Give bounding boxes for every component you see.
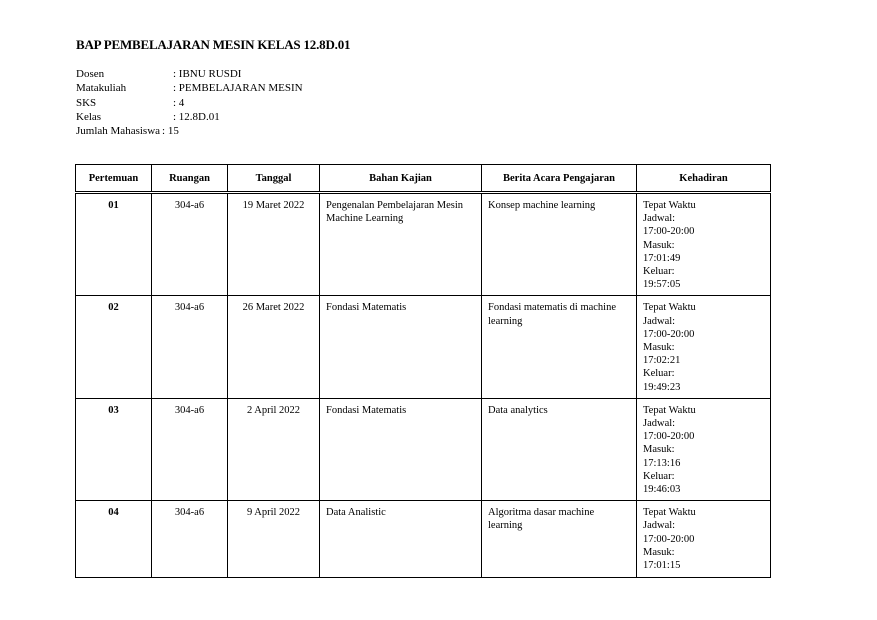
bahan-kajian-value: Data Analistic (326, 507, 386, 519)
keluar-value: 19:49:23 (643, 381, 681, 393)
cell-ruangan (152, 501, 228, 578)
cell-tanggal (228, 193, 320, 296)
pertemuan-value: 02 (108, 302, 119, 314)
bahan-kajian-value: Fondasi Matematis (326, 302, 407, 314)
kehadiran-status: Tepat Waktu (643, 404, 696, 416)
cell-tanggal (228, 398, 320, 500)
keluar-label: Keluar: (643, 470, 675, 482)
cell-pertemuan (76, 296, 152, 398)
info-value: : 4 (173, 96, 185, 109)
masuk-label: Masuk: (643, 546, 675, 558)
info-label: Jumlah Mahasiswa (76, 125, 161, 138)
cell-pertemuan (76, 501, 152, 578)
cell-ruangan (152, 193, 228, 296)
attendance-table (75, 164, 771, 578)
jadwal-label: Jadwal: (643, 213, 676, 225)
pertemuan-value: 03 (108, 404, 119, 416)
masuk-value: 17:01:15 (643, 560, 681, 572)
info-row-matakuliah (76, 81, 303, 95)
ruangan-value: 304-a6 (174, 302, 205, 314)
bahan-kajian-value: Pengenalan Pembelajaran Mesin Machine Learning (326, 200, 464, 225)
berita-acara-value: Fondasi matematis di machine learning (488, 302, 617, 327)
cell-berita-acara (482, 501, 637, 578)
info-label: Matakuliah (76, 82, 127, 95)
table-header-row (76, 165, 771, 193)
header-pertemuan: Pertemuan (76, 165, 152, 193)
table-row (76, 193, 771, 296)
kehadiran-status: Tepat Waktu (643, 507, 696, 519)
pertemuan-value: 04 (108, 507, 119, 519)
cell-berita-acara (482, 296, 637, 398)
header-tanggal: Tanggal (228, 165, 320, 193)
masuk-label: Masuk: (643, 342, 675, 354)
info-value: : 15 (162, 125, 179, 138)
info-label: SKS (76, 96, 97, 109)
cell-berita-acara (482, 398, 637, 500)
cell-ruangan (152, 296, 228, 398)
tanggal-value: 2 April 2022 (246, 404, 301, 416)
cell-bahan-kajian (320, 501, 482, 578)
berita-acara-value: Konsep machine learning (488, 200, 596, 211)
info-value: : IBNU RUSDI (173, 68, 242, 80)
info-row-dosen (76, 67, 303, 81)
berita-acara-value: Data analytics (488, 404, 548, 416)
ruangan-value: 304-a6 (174, 404, 205, 416)
cell-tanggal (228, 296, 320, 398)
jadwal-value: 17:00-20:00 (643, 328, 695, 340)
cell-kehadiran (637, 193, 771, 296)
cell-bahan-kajian (320, 296, 482, 398)
cell-pertemuan (76, 398, 152, 500)
info-value: : 12.8D.01 (173, 110, 220, 123)
kehadiran-status: Tepat Waktu (643, 302, 696, 314)
cell-kehadiran (637, 398, 771, 500)
tanggal-value: 19 Maret 2022 (242, 200, 305, 211)
table-row (76, 501, 771, 578)
masuk-label: Masuk: (643, 239, 675, 251)
info-value: : PEMBELAJARAN MESIN (173, 82, 303, 95)
keluar-label: Keluar: (643, 266, 675, 278)
page-title: BAP PEMBELAJARAN MESIN KELAS 12.8D.01 (76, 37, 351, 52)
cell-bahan-kajian (320, 398, 482, 500)
masuk-value: 17:13:16 (643, 457, 681, 469)
pertemuan-value: 01 (108, 200, 119, 211)
jadwal-value: 17:00-20:00 (643, 226, 695, 238)
cell-kehadiran (637, 501, 771, 578)
info-label: Dosen (76, 68, 105, 80)
berita-acara-value: Algoritma dasar machine learning (488, 507, 595, 532)
table-row (76, 296, 771, 398)
info-label: Kelas (76, 110, 102, 123)
header-kehadiran: Kehadiran (637, 165, 771, 193)
jadwal-label: Jadwal: (643, 315, 676, 327)
info-row-sks (76, 96, 303, 110)
table-row (76, 398, 771, 500)
jadwal-value: 17:00-20:00 (643, 533, 695, 545)
jadwal-label: Jadwal: (643, 418, 676, 430)
header-ruangan: Ruangan (152, 165, 228, 193)
ruangan-value: 304-a6 (174, 200, 205, 211)
cell-ruangan (152, 398, 228, 500)
masuk-value: 17:01:49 (643, 252, 681, 264)
cell-bahan-kajian (320, 193, 482, 296)
masuk-value: 17:02:21 (643, 355, 681, 367)
bahan-kajian-value: Fondasi Matematis (326, 404, 407, 416)
cell-pertemuan (76, 193, 152, 296)
tanggal-value: 9 April 2022 (246, 507, 301, 519)
cell-tanggal (228, 501, 320, 578)
info-row-kelas (76, 110, 303, 124)
keluar-value: 19:46:03 (643, 484, 681, 496)
masuk-label: Masuk: (643, 444, 675, 456)
header-bahan-kajian: Bahan Kajian (320, 165, 482, 193)
keluar-label: Keluar: (643, 368, 675, 380)
jadwal-value: 17:00-20:00 (643, 431, 695, 443)
cell-kehadiran (637, 296, 771, 398)
jadwal-label: Jadwal: (643, 520, 676, 532)
info-block (76, 67, 303, 138)
ruangan-value: 304-a6 (174, 507, 205, 519)
info-row-jumlah-mahasiswa (76, 124, 303, 138)
tanggal-value: 26 Maret 2022 (242, 302, 305, 314)
header-berita-acara: Berita Acara Pengajaran (482, 165, 637, 193)
kehadiran-status: Tepat Waktu (643, 200, 696, 211)
cell-berita-acara (482, 193, 637, 296)
keluar-value: 19:57:05 (643, 279, 681, 291)
